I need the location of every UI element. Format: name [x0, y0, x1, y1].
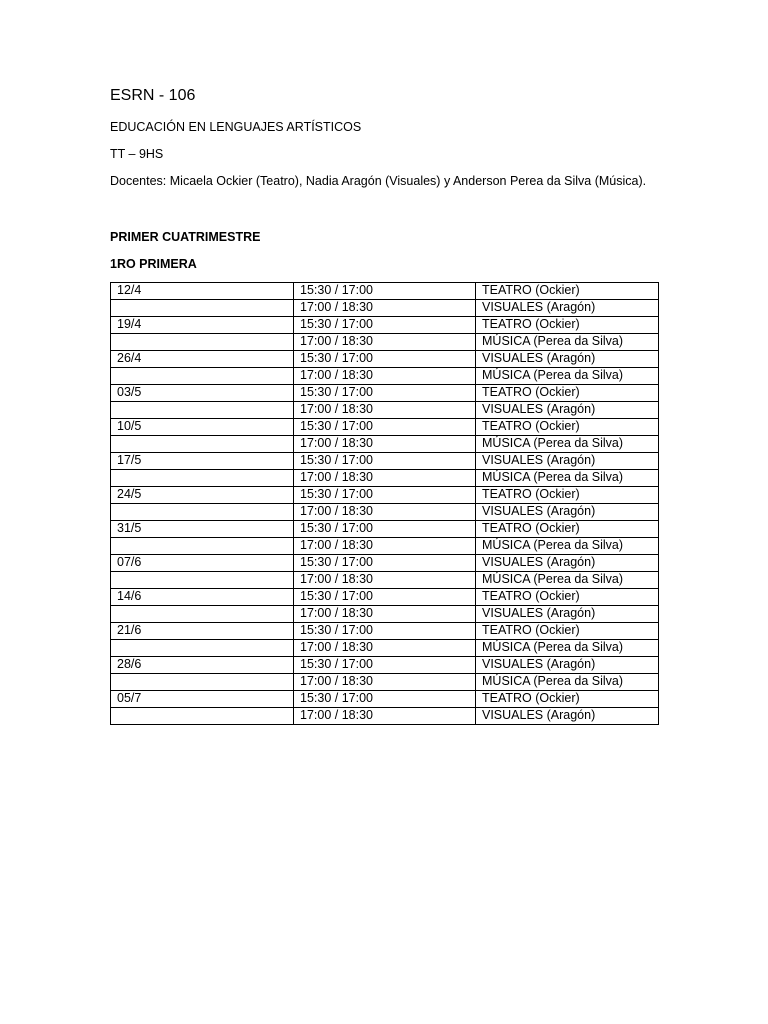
date-cell: 03/5 [111, 385, 294, 402]
time-cell: 17:00 / 18:30 [294, 436, 476, 453]
date-cell [111, 300, 294, 317]
time-cell: 15:30 / 17:00 [294, 283, 476, 300]
table-row [111, 487, 659, 504]
subject-cell: MÚSICA (Perea da Silva) [476, 572, 659, 589]
subject-cell: TEATRO (Ockier) [476, 623, 659, 640]
time-cell: 17:00 / 18:30 [294, 334, 476, 351]
table-row [111, 504, 659, 521]
date-cell [111, 606, 294, 623]
date-cell [111, 674, 294, 691]
table-row [111, 368, 659, 385]
table-row [111, 572, 659, 589]
table-row [111, 419, 659, 436]
date-cell: 14/6 [111, 589, 294, 606]
table-row [111, 606, 659, 623]
term-heading: PRIMER CUATRIMESTRE [110, 230, 261, 244]
subject-cell: VISUALES (Aragón) [476, 504, 659, 521]
date-cell [111, 368, 294, 385]
time-cell: 17:00 / 18:30 [294, 572, 476, 589]
time-cell: 17:00 / 18:30 [294, 606, 476, 623]
table-row [111, 640, 659, 657]
time-cell: 15:30 / 17:00 [294, 385, 476, 402]
subject-cell: MÚSICA (Perea da Silva) [476, 470, 659, 487]
time-cell: 15:30 / 17:00 [294, 691, 476, 708]
subject-cell: VISUALES (Aragón) [476, 300, 659, 317]
date-cell: 28/6 [111, 657, 294, 674]
table-row [111, 334, 659, 351]
date-cell: 07/6 [111, 555, 294, 572]
subject-cell: VISUALES (Aragón) [476, 657, 659, 674]
shift-line: TT – 9HS [110, 147, 164, 161]
subject-cell: VISUALES (Aragón) [476, 708, 659, 725]
table-row [111, 317, 659, 334]
table-row [111, 470, 659, 487]
time-cell: 17:00 / 18:30 [294, 538, 476, 555]
table-row [111, 691, 659, 708]
date-cell: 24/5 [111, 487, 294, 504]
table-row [111, 402, 659, 419]
time-cell: 15:30 / 17:00 [294, 351, 476, 368]
table-row [111, 351, 659, 368]
table-row [111, 521, 659, 538]
table-row [111, 674, 659, 691]
time-cell: 15:30 / 17:00 [294, 487, 476, 504]
time-cell: 15:30 / 17:00 [294, 419, 476, 436]
subject-cell: VISUALES (Aragón) [476, 402, 659, 419]
date-cell [111, 470, 294, 487]
subject-cell: TEATRO (Ockier) [476, 419, 659, 436]
date-cell: 17/5 [111, 453, 294, 470]
time-cell: 15:30 / 17:00 [294, 657, 476, 674]
document-title: ESRN - 106 [110, 87, 196, 104]
subject-cell: VISUALES (Aragón) [476, 555, 659, 572]
subject-cell: VISUALES (Aragón) [476, 606, 659, 623]
schedule-table [110, 282, 659, 725]
time-cell: 17:00 / 18:30 [294, 300, 476, 317]
time-cell: 17:00 / 18:30 [294, 708, 476, 725]
subject-cell: TEATRO (Ockier) [476, 385, 659, 402]
subject-cell: MÚSICA (Perea da Silva) [476, 538, 659, 555]
subject-cell: TEATRO (Ockier) [476, 317, 659, 334]
table-row [111, 555, 659, 572]
time-cell: 17:00 / 18:30 [294, 470, 476, 487]
date-cell [111, 572, 294, 589]
subject-cell: MÚSICA (Perea da Silva) [476, 640, 659, 657]
table-row [111, 589, 659, 606]
date-cell [111, 504, 294, 521]
table-row [111, 708, 659, 725]
table-row [111, 657, 659, 674]
group-heading: 1RO PRIMERA [110, 257, 197, 271]
date-cell: 19/4 [111, 317, 294, 334]
date-cell [111, 708, 294, 725]
subject-heading: EDUCACIÓN EN LENGUAJES ARTÍSTICOS [110, 120, 362, 134]
table-row [111, 453, 659, 470]
table-row [111, 623, 659, 640]
table-row [111, 385, 659, 402]
time-cell: 17:00 / 18:30 [294, 674, 476, 691]
date-cell [111, 436, 294, 453]
table-row [111, 538, 659, 555]
subject-cell: TEATRO (Ockier) [476, 487, 659, 504]
table-row [111, 436, 659, 453]
time-cell: 15:30 / 17:00 [294, 453, 476, 470]
time-cell: 17:00 / 18:30 [294, 640, 476, 657]
time-cell: 15:30 / 17:00 [294, 589, 476, 606]
teachers-line: Docentes: Micaela Ockier (Teatro), Nadia Aragón (Visuales) y Anderson Perea da Silva (Música). [110, 174, 647, 188]
date-cell [111, 402, 294, 419]
date-cell: 26/4 [111, 351, 294, 368]
time-cell: 15:30 / 17:00 [294, 623, 476, 640]
date-cell: 12/4 [111, 283, 294, 300]
subject-cell: MÚSICA (Perea da Silva) [476, 368, 659, 385]
date-cell: 31/5 [111, 521, 294, 538]
date-cell: 21/6 [111, 623, 294, 640]
subject-cell: VISUALES (Aragón) [476, 453, 659, 470]
subject-cell: TEATRO (Ockier) [476, 691, 659, 708]
date-cell [111, 538, 294, 555]
date-cell [111, 640, 294, 657]
date-cell: 10/5 [111, 419, 294, 436]
table-row [111, 300, 659, 317]
subject-cell: MÚSICA (Perea da Silva) [476, 334, 659, 351]
schedule-body [111, 283, 659, 725]
time-cell: 17:00 / 18:30 [294, 402, 476, 419]
time-cell: 15:30 / 17:00 [294, 521, 476, 538]
subject-cell: TEATRO (Ockier) [476, 521, 659, 538]
date-cell [111, 334, 294, 351]
time-cell: 15:30 / 17:00 [294, 555, 476, 572]
date-cell: 05/7 [111, 691, 294, 708]
subject-cell: TEATRO (Ockier) [476, 283, 659, 300]
table-row [111, 283, 659, 300]
subject-cell: MÚSICA (Perea da Silva) [476, 436, 659, 453]
time-cell: 17:00 / 18:30 [294, 504, 476, 521]
subject-cell: VISUALES (Aragón) [476, 351, 659, 368]
time-cell: 17:00 / 18:30 [294, 368, 476, 385]
subject-cell: MÚSICA (Perea da Silva) [476, 674, 659, 691]
time-cell: 15:30 / 17:00 [294, 317, 476, 334]
subject-cell: TEATRO (Ockier) [476, 589, 659, 606]
